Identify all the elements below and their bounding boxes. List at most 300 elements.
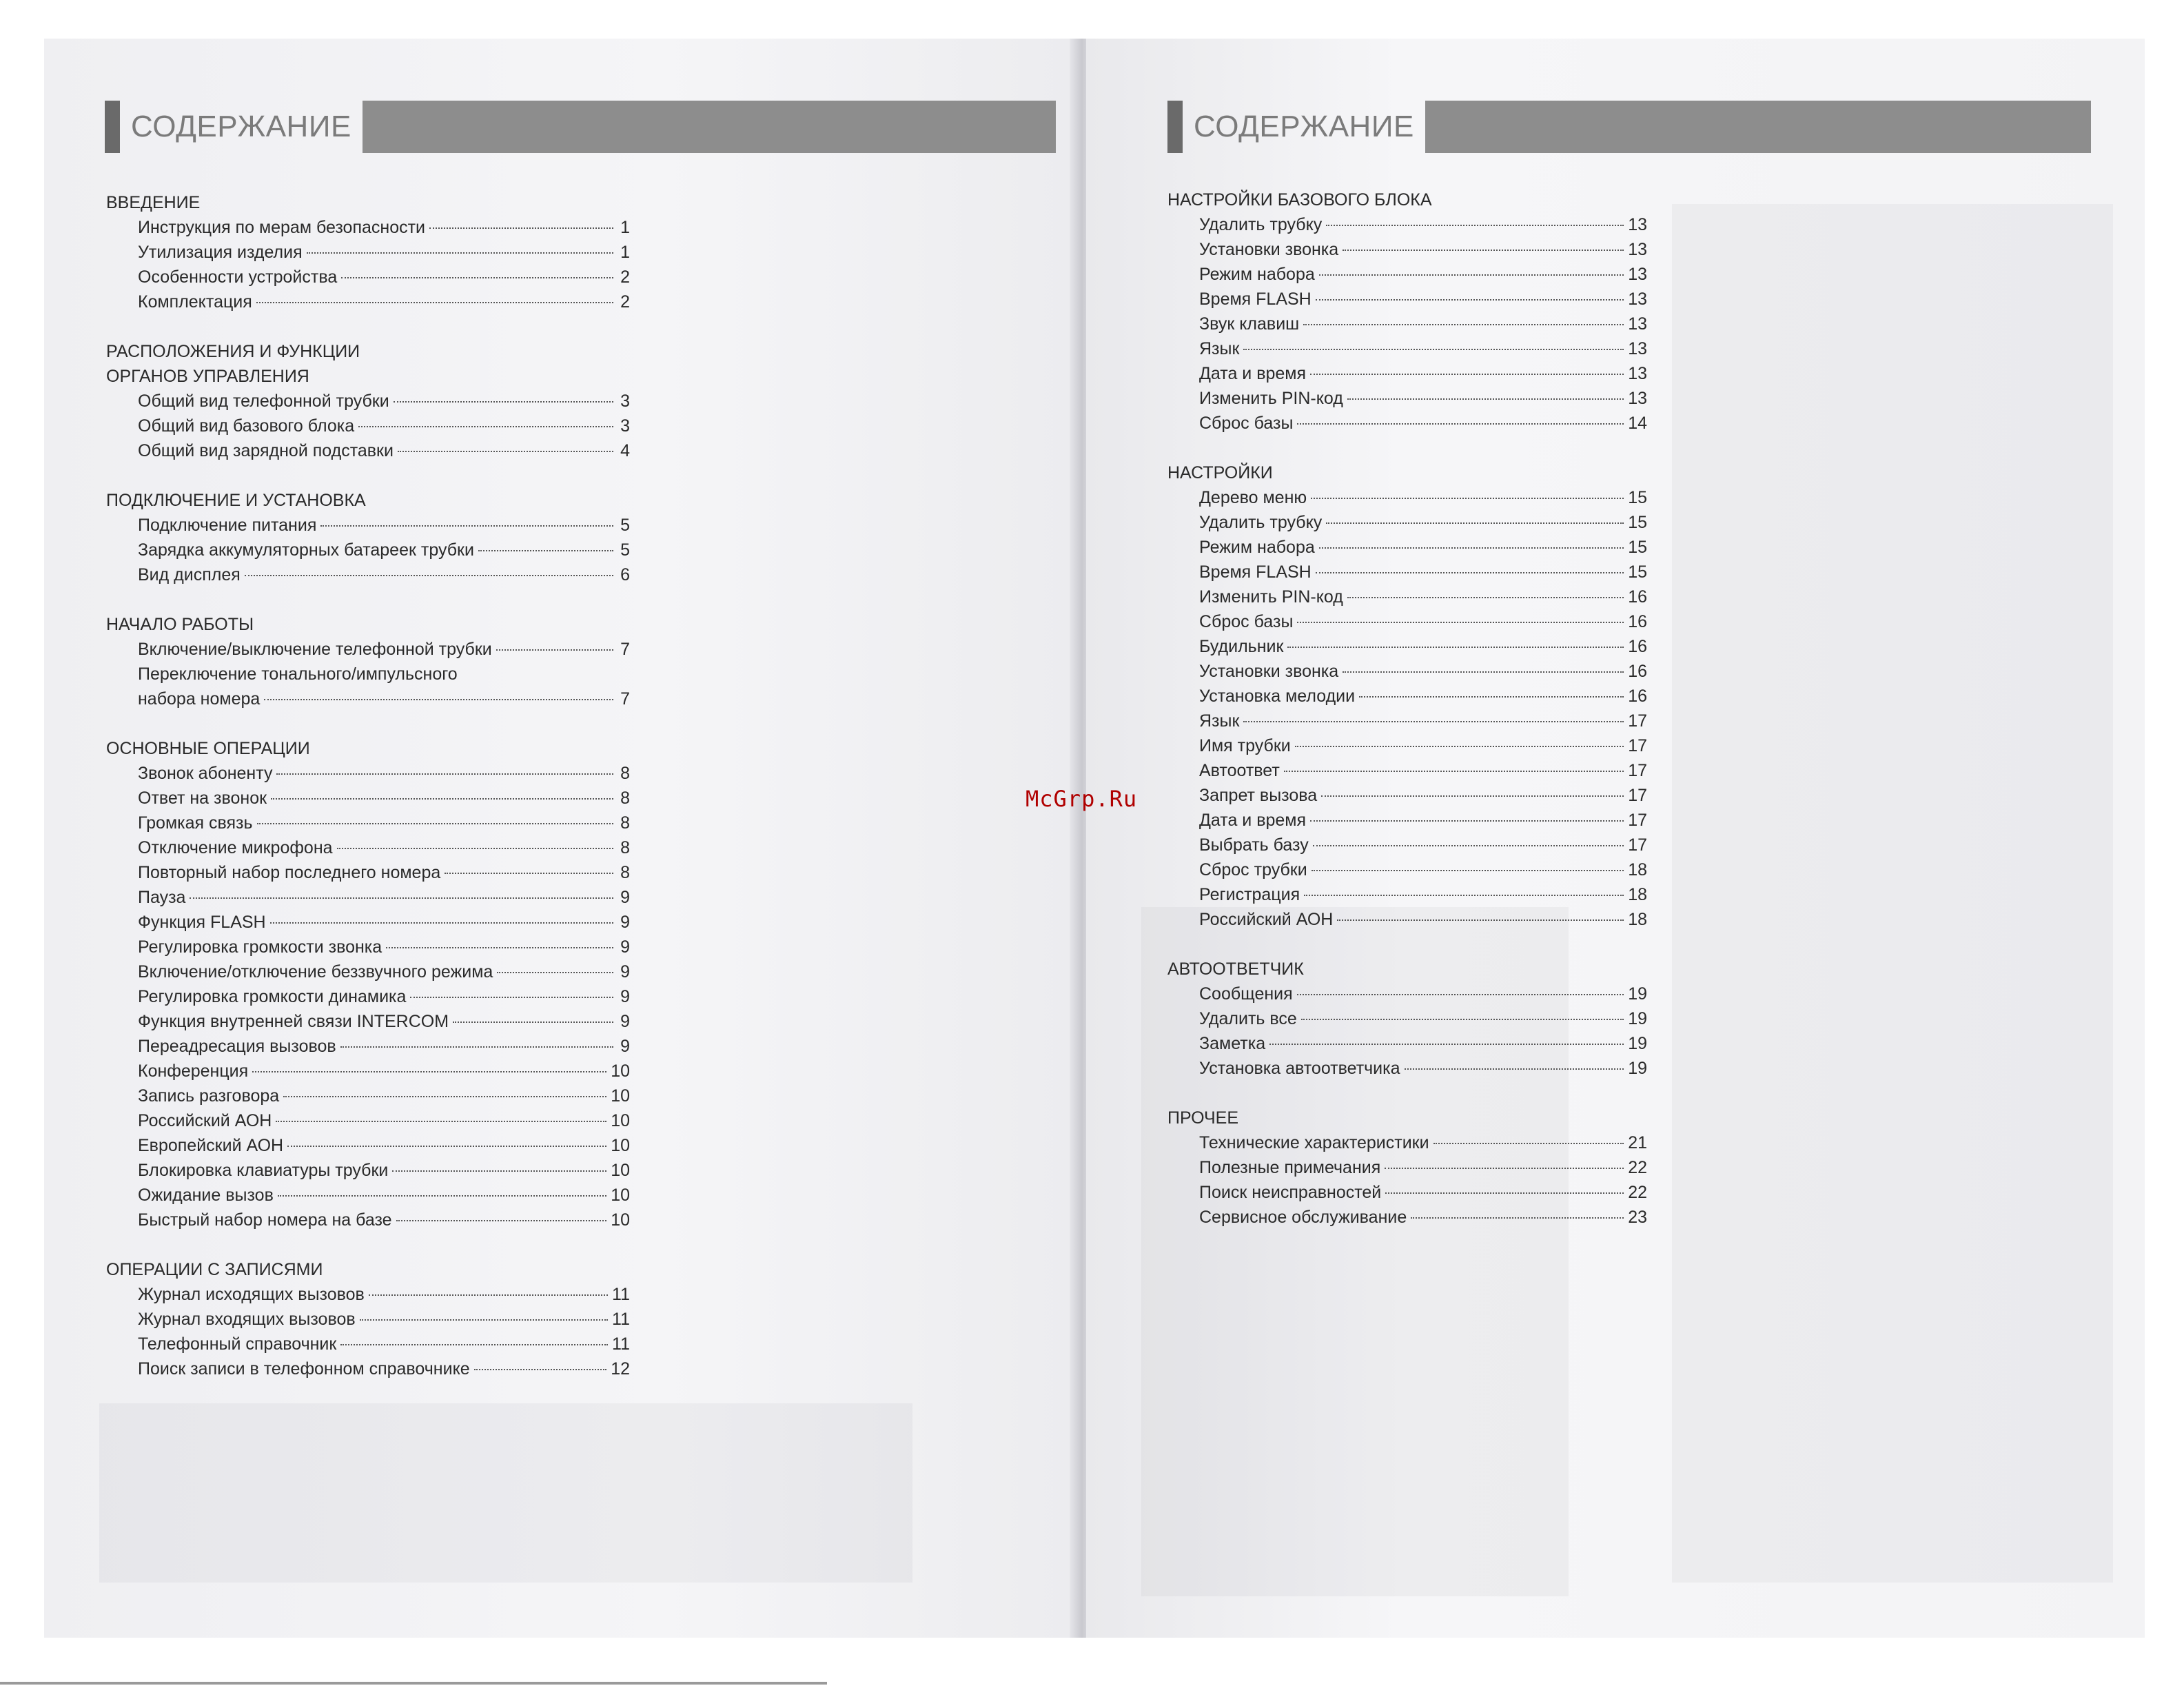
entry-label: Российский АОН — [1199, 910, 1334, 929]
entry-page-number: 5 — [620, 516, 630, 535]
section-title: ПОДКЛЮЧЕНИЕ И УСТАНОВКА — [106, 491, 366, 510]
entry-page-number: 13 — [1628, 240, 1647, 259]
dot-leader — [1433, 1143, 1624, 1144]
entry-page-number: 1 — [620, 218, 630, 237]
toc-entry — [1167, 634, 1647, 659]
entry-page-number: 5 — [620, 540, 630, 560]
entry-page-number: 22 — [1628, 1158, 1647, 1177]
entry-label: Подключение питания — [138, 516, 317, 535]
entry-label: Комплектация — [138, 292, 252, 312]
dot-leader — [392, 1170, 606, 1172]
toc-entry — [1167, 1155, 1647, 1180]
toc-entry — [106, 637, 630, 662]
entry-label: Регулировка громкости динамика — [138, 987, 407, 1006]
dot-leader — [358, 426, 613, 427]
toc-entry — [106, 687, 630, 711]
toc-entry — [1167, 386, 1647, 411]
entry-label: Общий вид телефонной трубки — [138, 392, 389, 411]
entry-page-number: 23 — [1628, 1208, 1647, 1227]
entry-label: Звонок абоненту — [138, 764, 273, 783]
dot-leader — [1269, 1044, 1624, 1045]
entry-page-number: 13 — [1628, 314, 1647, 334]
entry-page-number: 17 — [1628, 736, 1647, 755]
header-title: СОДЕРЖАНИЕ — [1194, 110, 1414, 143]
dot-leader — [1326, 522, 1624, 524]
entry-page-number: 8 — [620, 764, 630, 783]
toc-entry — [1167, 336, 1647, 361]
toc-entry — [1167, 1006, 1647, 1031]
toc-entry — [1167, 1056, 1647, 1081]
toc-section — [106, 339, 630, 463]
entry-label: Язык — [1199, 711, 1240, 731]
dot-leader — [1326, 225, 1624, 226]
entry-label: Громкая связь — [138, 813, 253, 833]
toc-entry — [106, 885, 630, 910]
toc-entry — [106, 240, 630, 265]
entry-page-number: 22 — [1628, 1183, 1647, 1202]
toc-entry — [106, 786, 630, 811]
toc-entry — [106, 1307, 630, 1332]
entry-page-number: 10 — [611, 1210, 630, 1230]
entry-label: Европейский АОН — [138, 1136, 284, 1155]
dot-leader — [287, 1146, 606, 1147]
dot-leader — [257, 823, 613, 824]
entry-label: Регулировка громкости звонка — [138, 937, 382, 957]
dot-leader — [1347, 597, 1624, 598]
toc-entry — [106, 1158, 630, 1183]
dot-leader — [264, 699, 613, 700]
entry-label: Поиск неисправностей — [1199, 1183, 1382, 1202]
entry-label: Журнал входящих вызовов — [138, 1310, 356, 1329]
bleed-through-text — [99, 1403, 912, 1583]
bleed-through-text — [1672, 204, 2113, 1583]
entry-page-number: 16 — [1628, 587, 1647, 607]
dot-leader — [1319, 274, 1624, 276]
entry-page-number: 8 — [620, 813, 630, 833]
entry-page-number: 15 — [1628, 513, 1647, 532]
dot-leader — [1297, 423, 1624, 425]
entry-page-number: 1 — [620, 243, 630, 262]
entry-label: Включение/отключение беззвучного режима — [138, 962, 493, 982]
section-title: НАСТРОЙКИ БАЗОВОГО БЛОКА — [1167, 190, 1432, 210]
toc-entry — [1167, 287, 1647, 312]
entry-page-number: 10 — [611, 1161, 630, 1180]
toc-entry — [1167, 882, 1647, 907]
entry-label: Удалить трубку — [1199, 215, 1323, 234]
toc-section — [1167, 187, 1647, 436]
entry-label: Включение/выключение телефонной трубки — [138, 640, 492, 659]
entry-label: Российский АОН — [138, 1111, 272, 1130]
entry-page-number: 17 — [1628, 761, 1647, 780]
toc-entry — [1167, 212, 1647, 237]
entry-page-number: 13 — [1628, 339, 1647, 358]
toc-entry — [106, 1282, 630, 1307]
toc-entry — [106, 1034, 630, 1059]
toc-entry — [1167, 907, 1647, 932]
toc-entry — [1167, 237, 1647, 262]
entry-label: Сброс базы — [1199, 612, 1294, 631]
toc-entry — [1167, 312, 1647, 336]
dot-leader — [410, 997, 613, 998]
entry-label: Установки звонка — [1199, 240, 1339, 259]
section-title: ВВЕДЕНИЕ — [106, 193, 201, 212]
entry-label: Переадресация вызовов — [138, 1037, 336, 1056]
toc-entry — [106, 1108, 630, 1133]
entry-page-number: 2 — [620, 292, 630, 312]
dot-leader — [271, 798, 613, 800]
entry-label: Удалить трубку — [1199, 513, 1323, 532]
entry-page-number: 13 — [1628, 389, 1647, 408]
toc-entry — [106, 562, 630, 587]
right-toc — [1167, 187, 1647, 1254]
toc-section — [106, 736, 630, 1232]
toc-entry — [1167, 609, 1647, 634]
entry-label: Дата и время — [1199, 811, 1307, 830]
toc-entry — [106, 761, 630, 786]
entry-label: Поиск записи в телефонном справочнике — [138, 1359, 470, 1379]
dot-leader — [337, 848, 613, 849]
toc-section — [106, 612, 630, 711]
toc-entry — [1167, 783, 1647, 808]
entry-label: Запись разговора — [138, 1086, 280, 1106]
entry-page-number: 17 — [1628, 711, 1647, 731]
entry-page-number: 9 — [620, 1037, 630, 1056]
entry-page-number: 17 — [1628, 811, 1647, 830]
entry-label: Функция FLASH — [138, 913, 266, 932]
entry-label: Сброс трубки — [1199, 860, 1307, 879]
dot-leader — [1411, 1217, 1624, 1219]
dot-leader — [1243, 721, 1624, 722]
toc-entry — [1167, 1205, 1647, 1230]
entry-label: Время FLASH — [1199, 562, 1312, 582]
dot-leader — [496, 649, 613, 651]
entry-page-number: 9 — [620, 1012, 630, 1031]
dot-leader — [1313, 845, 1624, 846]
dot-leader — [1405, 1068, 1624, 1070]
dot-leader — [394, 401, 613, 403]
dot-leader — [396, 1220, 607, 1221]
toc-entry — [106, 1009, 630, 1034]
entry-page-number: 16 — [1628, 612, 1647, 631]
toc-entry — [106, 910, 630, 935]
entry-label: Регистрация — [1199, 885, 1300, 904]
section-title: ПРОЧЕЕ — [1167, 1108, 1239, 1128]
dot-leader — [1304, 895, 1624, 896]
entry-page-number: 17 — [1628, 835, 1647, 855]
toc-entry — [106, 835, 630, 860]
dot-leader — [1297, 994, 1624, 995]
section-title: НАЧАЛО РАБОТЫ — [106, 615, 254, 634]
dot-leader — [1297, 622, 1624, 623]
section-title: АВТООТВЕТЧИК — [1167, 959, 1304, 979]
toc-entry — [106, 1183, 630, 1208]
header-title: СОДЕРЖАНИЕ — [131, 110, 351, 143]
toc-entry — [106, 1332, 630, 1356]
entry-label: Блокировка клавиатуры трубки — [138, 1161, 389, 1180]
toc-entry — [1167, 485, 1647, 510]
entry-label: Особенности устройства — [138, 267, 338, 287]
entry-page-number: 10 — [611, 1061, 630, 1081]
dot-leader — [1295, 746, 1624, 747]
header-marker — [1167, 101, 1183, 153]
entry-page-number: 8 — [620, 789, 630, 808]
toc-entry — [1167, 733, 1647, 758]
entry-page-number: 12 — [611, 1359, 630, 1379]
dot-leader — [307, 252, 613, 254]
entry-page-number: 15 — [1628, 562, 1647, 582]
entry-label: Конференция — [138, 1061, 249, 1081]
entry-label: Установки звонка — [1199, 662, 1339, 681]
entry-page-number: 19 — [1628, 1009, 1647, 1028]
entry-label: Полезные примечания — [1199, 1158, 1381, 1177]
toc-entry — [106, 1084, 630, 1108]
toc-entry — [1167, 262, 1647, 287]
toc-entry — [106, 215, 630, 240]
entry-page-number: 18 — [1628, 910, 1647, 929]
dot-leader — [1321, 795, 1624, 797]
entry-page-number: 9 — [620, 913, 630, 932]
entry-page-number: 10 — [611, 1111, 630, 1130]
entry-label: Запрет вызова — [1199, 786, 1318, 805]
entry-label: Звук клавиш — [1199, 314, 1300, 334]
dot-leader — [474, 1369, 606, 1370]
toc-entry — [1167, 758, 1647, 783]
dot-leader — [340, 1344, 608, 1345]
toc-section — [106, 488, 630, 587]
left-page-header — [105, 101, 1056, 153]
entry-label: Сообщения — [1199, 984, 1293, 1004]
dot-leader — [1385, 1192, 1624, 1194]
entry-label: Режим набора — [1199, 538, 1315, 557]
left-toc — [106, 190, 630, 1406]
entry-page-number: 14 — [1628, 414, 1647, 433]
entry-page-number: 9 — [620, 888, 630, 907]
book-spread — [44, 39, 2145, 1638]
entry-page-number: 7 — [620, 689, 630, 709]
dot-leader — [1310, 374, 1624, 375]
dot-leader — [429, 227, 613, 229]
entry-page-number: 13 — [1628, 215, 1647, 234]
toc-entry — [106, 811, 630, 835]
entry-page-number: 8 — [620, 838, 630, 857]
entry-label: Выбрать базу — [1199, 835, 1309, 855]
entry-label: Язык — [1199, 339, 1240, 358]
entry-label: Дата и время — [1199, 364, 1307, 383]
entry-label: Будильник — [1199, 637, 1284, 656]
toc-entry — [1167, 1031, 1647, 1056]
entry-page-number: 8 — [620, 863, 630, 882]
dot-leader — [1343, 250, 1624, 251]
watermark: McGrp.Ru — [1025, 786, 1138, 812]
toc-entry — [106, 513, 630, 538]
toc-entry — [1167, 411, 1647, 436]
entry-page-number: 13 — [1628, 289, 1647, 309]
entry-label: Вид дисплея — [138, 565, 241, 584]
toc-entry — [1167, 982, 1647, 1006]
entry-page-number: 9 — [620, 937, 630, 957]
entry-label: Установка мелодии — [1199, 687, 1356, 706]
dot-leader — [1303, 324, 1624, 325]
dot-leader — [190, 897, 613, 899]
entry-label: Удалить все — [1199, 1009, 1297, 1028]
toc-entry — [1167, 808, 1647, 833]
entry-page-number: 21 — [1628, 1133, 1647, 1152]
toc-section — [1167, 460, 1647, 932]
entry-page-number: 11 — [612, 1285, 630, 1304]
toc-entry — [1167, 584, 1647, 609]
entry-page-number: 13 — [1628, 364, 1647, 383]
toc-entry — [1167, 857, 1647, 882]
dot-leader — [1385, 1168, 1624, 1169]
entry-page-number: 10 — [611, 1086, 630, 1106]
dot-leader — [360, 1319, 608, 1321]
entry-page-number: 18 — [1628, 885, 1647, 904]
entry-label: Ожидание вызов — [138, 1186, 274, 1205]
entry-label: Установка автоответчика — [1199, 1059, 1400, 1078]
toc-entry — [106, 1356, 630, 1381]
dot-leader — [478, 550, 613, 551]
toc-entry — [106, 959, 630, 984]
section-title: ОПЕРАЦИИ С ЗАПИСЯМИ — [106, 1260, 323, 1279]
entry-page-number: 16 — [1628, 637, 1647, 656]
entry-label: Общий вид зарядной подставки — [138, 441, 394, 460]
entry-page-number: 11 — [612, 1334, 630, 1354]
header-bar — [363, 101, 1056, 153]
dot-leader — [386, 947, 613, 948]
entry-label: Сброс базы — [1199, 414, 1294, 433]
toc-entry — [1167, 510, 1647, 535]
dot-leader — [1337, 919, 1624, 921]
dot-leader — [1343, 671, 1624, 673]
dot-leader — [278, 1195, 606, 1197]
toc-entry — [106, 662, 630, 687]
toc-entry — [106, 265, 630, 289]
entry-page-number: 10 — [611, 1186, 630, 1205]
toc-entry — [106, 389, 630, 414]
entry-page-number: 9 — [620, 987, 630, 1006]
entry-page-number: 16 — [1628, 662, 1647, 681]
dot-leader — [1284, 771, 1624, 772]
scan-edge-line — [0, 1682, 827, 1685]
dot-leader — [252, 1071, 606, 1072]
toc-entry — [1167, 684, 1647, 709]
dot-leader — [1310, 820, 1624, 822]
section-title: ОСНОВНЫЕ ОПЕРАЦИИ — [106, 739, 310, 758]
entry-label: Автоответ — [1199, 761, 1280, 780]
toc-section — [1167, 1106, 1647, 1230]
entry-label: Функция внутренней связи INTERCOM — [138, 1012, 449, 1031]
entry-label: Изменить PIN-код — [1199, 389, 1343, 408]
dot-leader — [1301, 1019, 1624, 1020]
section-title: РАСПОЛОЖЕНИЯ И ФУНКЦИИ — [106, 342, 360, 361]
dot-leader — [341, 277, 613, 278]
entry-page-number: 18 — [1628, 860, 1647, 879]
toc-entry — [106, 860, 630, 885]
entry-page-number: 19 — [1628, 1034, 1647, 1053]
dot-leader — [445, 873, 613, 874]
section-title: НАСТРОЙКИ — [1167, 463, 1273, 482]
entry-label: Сервисное обслуживание — [1199, 1208, 1407, 1227]
entry-page-number: 7 — [620, 640, 630, 659]
entry-label: Отключение микрофона — [138, 838, 333, 857]
dot-leader — [1316, 572, 1624, 573]
entry-label: Журнал исходящих вызовов — [138, 1285, 365, 1304]
header-bar — [1425, 101, 2091, 153]
entry-label: Общий вид базового блока — [138, 416, 355, 436]
entry-page-number: 13 — [1628, 265, 1647, 284]
entry-page-number: 3 — [620, 392, 630, 411]
toc-entry — [1167, 833, 1647, 857]
header-marker — [105, 101, 120, 153]
entry-label: Имя трубки — [1199, 736, 1291, 755]
toc-entry — [1167, 560, 1647, 584]
entry-label: Повторный набор последнего номера — [138, 863, 441, 882]
dot-leader — [369, 1294, 608, 1296]
dot-leader — [1359, 696, 1624, 698]
entry-page-number: 2 — [620, 267, 630, 287]
entry-label: Инструкция по мерам безопасности — [138, 218, 426, 237]
left-page — [44, 39, 1078, 1638]
toc-entry — [106, 1059, 630, 1084]
entry-label: Утилизация изделия — [138, 243, 303, 262]
toc-entry — [1167, 659, 1647, 684]
dot-leader — [1319, 547, 1624, 549]
dot-leader — [1287, 647, 1624, 648]
section-title-line2: ОРГАНОВ УПРАВЛЕНИЯ — [106, 367, 309, 386]
entry-label: Время FLASH — [1199, 289, 1312, 309]
entry-page-number: 10 — [611, 1136, 630, 1155]
entry-label: Заметка — [1199, 1034, 1266, 1053]
entry-page-number: 4 — [620, 441, 630, 460]
dot-leader — [1312, 870, 1624, 871]
entry-page-number: 19 — [1628, 984, 1647, 1004]
entry-label: Быстрый набор номера на базе — [138, 1210, 392, 1230]
dot-leader — [276, 1121, 606, 1122]
toc-entry — [106, 289, 630, 314]
dot-leader — [1347, 398, 1624, 400]
entry-label: Пауза — [138, 888, 186, 907]
toc-entry — [106, 438, 630, 463]
toc-entry — [1167, 709, 1647, 733]
entry-page-number: 15 — [1628, 488, 1647, 507]
dot-leader — [276, 773, 613, 775]
entry-page-number: 17 — [1628, 786, 1647, 805]
entry-page-number: 3 — [620, 416, 630, 436]
dot-leader — [245, 575, 613, 576]
toc-section — [106, 190, 630, 314]
entry-label: Зарядка аккумуляторных батареек трубки — [138, 540, 474, 560]
toc-entry — [1167, 1130, 1647, 1155]
entry-label: Переключение тонального/импульсного — [138, 664, 458, 684]
dot-leader — [320, 525, 613, 527]
dot-leader — [1243, 349, 1624, 350]
entry-page-number: 15 — [1628, 538, 1647, 557]
entry-page-number: 11 — [612, 1310, 630, 1329]
toc-entry — [106, 1208, 630, 1232]
entry-page-number: 19 — [1628, 1059, 1647, 1078]
toc-entry — [1167, 1180, 1647, 1205]
toc-entry — [106, 414, 630, 438]
dot-leader — [340, 1046, 613, 1048]
entry-label: Технические характеристики — [1199, 1133, 1429, 1152]
right-page — [1086, 39, 2145, 1638]
entry-page-number: 16 — [1628, 687, 1647, 706]
toc-entry — [1167, 535, 1647, 560]
toc-entry — [1167, 361, 1647, 386]
entry-label: набора номера — [138, 689, 261, 709]
toc-section — [106, 1257, 630, 1381]
toc-entry — [106, 1133, 630, 1158]
